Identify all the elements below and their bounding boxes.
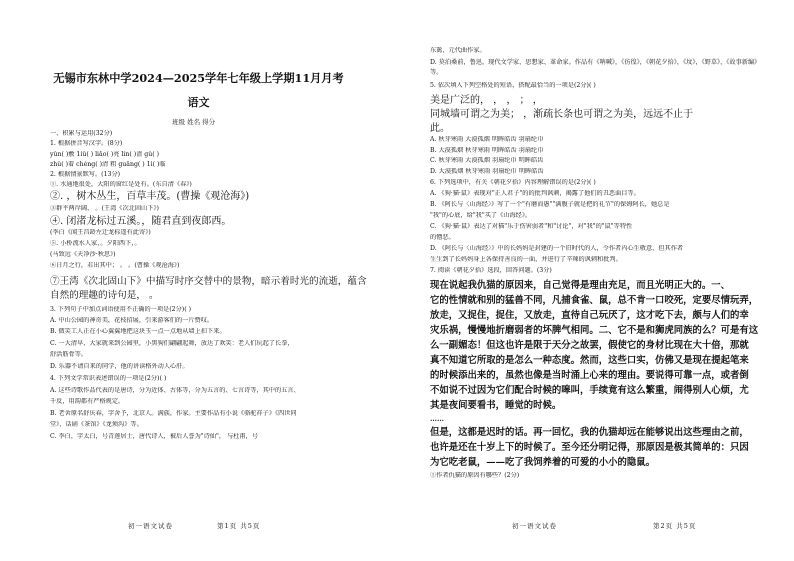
- recite-2: ②. ，树木丛生，百草丰茂。(曹操《观沧海》): [50, 191, 250, 202]
- q4-option-b-cont: 堂》，话剧《茶馆》《龙须沟》等。: [50, 421, 143, 428]
- passage2-line: 为它吃老鼠，——吃了我饲养着的可爱的小小的隐鼠。: [430, 457, 656, 468]
- recite-7-cont: 自然的理趣的诗句是， 。: [50, 290, 159, 301]
- q5-option-c: C. 秋芽寒雨 大漠孤烟 羽扇纶巾 明眸皓齿: [430, 157, 544, 164]
- recite-3: ③群平两岸阔， 。(王湾《次北固山下》): [50, 205, 159, 212]
- q6-option-d: D. 《阿长与〈山海经〉》中的长妈妈是封建的一个旧时代的人，令作者内心生敬意，但其作者: [430, 245, 684, 252]
- exam-title: 无锡市东林中学2024—2025学年七年级上学期11月月考: [53, 71, 344, 85]
- q3-option-a: A. 中山公园的神奇美，花枝招展，引来游客们的一片赞叹。: [50, 317, 214, 324]
- passage2-line: 但是，这都是迟时的话。再一回忆，我的仇猫却远在能够说出这些理由之前，: [430, 427, 749, 438]
- q4-option-a: A. 这些诗歌作品代表的是唐诗，分为近体、古体等，分为五言的、七言诗等，其中的五言、: [50, 387, 300, 394]
- subject-title: 语文: [187, 96, 210, 109]
- question-7: 7. 阅读《朝花夕拾》选段，回答问题。(3分): [430, 267, 552, 274]
- passage-line: 放走，又捉住，捉住，又放走，直待自己玩厌了，这才吃下去，颇与人们的幸: [430, 310, 749, 321]
- q6-option-b-cont: "我"的心底，给"我"买了《山海经》。: [430, 212, 532, 219]
- q6-option-b: B. 《阿长与〈山海经〉》写了一个"有磨而愚""满腹子就是把的礼节"的保姆阿长，她总是: [430, 201, 670, 208]
- q5-passage-line-3: 此。: [430, 123, 450, 134]
- recite-6: ⑥日月之行，若出其中； 。 。(曹操《观沧海》): [50, 262, 180, 269]
- passage-line: 不如说不过因为它们配合时候的嗥叫，手续竟有这么繁重，闹得别人心烦，尤: [430, 385, 749, 396]
- passage-line: 其是夜间要看书，睡觉的时候。: [430, 400, 562, 411]
- footer-label: 初一语文试卷: [128, 522, 173, 530]
- question-3: 3. 下列句子中加点词语使用不正确的一项是(2分)( ): [50, 306, 191, 313]
- question-5: 5. 依次填入下列空格处的短语，搭配最恰当的一项是(2分)( ): [430, 82, 596, 89]
- q3-option-c: C. 一大清早，大家就来到公园里，小黑狗们翩翩起舞，放达了欢笑：老人们玩起了长拳，: [50, 340, 294, 347]
- footer-page-number: 第1页 共5页: [217, 522, 261, 530]
- q5-passage-line-2: 同城墙可谓之为美； ，渐疏长条也可谓之为美，远远不止于: [430, 109, 694, 120]
- passage-line: 真不知道它所取的是怎么一种态度。然而，这些口实，仿佛又是现在提起笔来: [430, 355, 749, 366]
- q4-option-c: C. 李白，字太白，号青莲居士，唐代诗人，被后人誉为"诗仙"， 与杜甫，号: [50, 433, 258, 440]
- q6-option-c: C. 《狗·猫·鼠》表达了对猫"乐于伤害弱者"和"讨论"，对"我"的"鼠"等特性: [430, 223, 633, 230]
- q6-option-c-cont: 的憎恶。: [430, 234, 455, 241]
- q4-option-b: B. 老舍原名舒庆春，字舍予，北京人。满族，作家。主要作品有小说《骆驼祥子》《四世同: [50, 410, 297, 417]
- recite-5: ⑤. 小桥流水人家，。夕阳西下，。: [50, 240, 141, 247]
- passage-line: 么一副媚态！但这也许是限于天分之故罢，假使它的身材比现在大十倍，那就: [430, 340, 749, 351]
- pinyin-row-1: yǔn( )敷 1iǔ( ) liǎo( )亮 lìn( )啬 gǔ( ): [50, 151, 160, 158]
- q5-option-a: A. 秋芽寒雨 大漠孤烟 明眸皓齿 羽扇纶巾: [430, 136, 544, 143]
- q3-option-b: B. 微笑工人正在小心翼翼地把这块玉一点一点地从墙上扣下来。: [50, 328, 226, 335]
- footer-label: 初一语文试卷: [512, 522, 557, 530]
- q6-option-d-cont: 生生到了长妈妈身上各保持善良的一面，并进行了辛辣的讽刺和批判。: [430, 256, 622, 263]
- q6-option-a: A. 《狗·猫·鼠》表现对"正人君子"的的批判讽刺，揭露了他们的丑恶面目等。: [430, 190, 640, 197]
- passage-line: 的时候添出来的，虽然也像是当时涌上心来的理由。要说得可靠一点，或者倒: [430, 370, 749, 381]
- passage-line: 它的性情就和别的猛兽不同，凡捕食雀、鼠，总不肯一口咬死，定要尽情玩弄，: [430, 295, 759, 306]
- sub-question-1: ①作者仇猫的原因有哪些？(2分): [430, 472, 520, 479]
- question-1: 1. 根据拼音写汉字。(8分): [50, 140, 123, 147]
- passage-ellipsis: ……: [430, 414, 444, 423]
- recite-4-source: (李白《闻王昌龄左迁龙标遥有此寄》): [50, 229, 151, 236]
- q4-option-c-cont: 东篱，元代曲作家。: [430, 47, 486, 54]
- question-6: 6. 下列选项中，有关《朝花夕拾》内容理解错误的是(2分)( ): [430, 179, 596, 186]
- q5-passage-line-1: 美是广泛的， ， ， ； ，: [430, 95, 543, 106]
- student-info: 班级 姓名 得分: [172, 118, 216, 126]
- q3-option-d: D. 乐器不请自来的同学，他的讲读格外动人心肝。: [50, 363, 189, 370]
- section-heading: 一、积累与运用(32分): [50, 130, 113, 137]
- recite-4: ④. 闭渚龙标过五溪。，随君直到夜郎西。: [50, 216, 232, 227]
- q4-option-a-cont: 千反，用韵都有严格规定。: [50, 398, 125, 405]
- question-4: 4. 下列文学常识表述错误的一项是(2分)( ): [50, 375, 167, 382]
- recite-1: ①. 水通地很处，大阳的窗红是处有。(东自清《春》): [50, 181, 192, 188]
- passage-line: 灾乐祸，慢慢地折磨弱者的坏脾气相同。二、它不是和狮虎同族的么？可是有这: [430, 325, 759, 336]
- recite-5-source: (马致远《天净沙·秋思》): [50, 251, 116, 258]
- recite-7: ⑦王湾《次北固山下》中描写时序交替中的景物，暗示着时光的流逝，蕴含: [50, 276, 367, 287]
- passage-line: 现在说起我仇猫的原因来，自己觉得是理由充足，而且光明正大的。一、: [430, 280, 731, 291]
- question-2: 2. 根据情景默写。(13分): [50, 171, 121, 178]
- q4-option-d: D. 莫泊桑前，鲁迅，现代文学家、思想家、革命家。作品有《呐喊》，《彷徨》，《朝花夕拾》，《坟》，《野草》，《故事新编》等。: [430, 59, 758, 76]
- pinyin-row-2: zhǔ( )着 chéng( )清 粗 guǎng( ) 1ì( )临: [50, 161, 166, 168]
- q5-option-b: B. 大漠孤烟 秋芽寒雨 明眸皓齿 羽扇纶巾: [430, 147, 544, 154]
- q5-option-d: D. 大漠孤烟 秋芽寒雨 羽扇纶巾 明眸皓齿: [430, 168, 544, 175]
- q3-option-c-cont: 舒活筋骨等。: [50, 351, 88, 358]
- passage2-line: 也许是还在十岁上下的时候了。至今还分明记得，那原因是极其简单的：只因: [430, 442, 749, 453]
- footer-page-number: 第2页 共5页: [653, 522, 697, 530]
- page-right: [397, 0, 794, 561]
